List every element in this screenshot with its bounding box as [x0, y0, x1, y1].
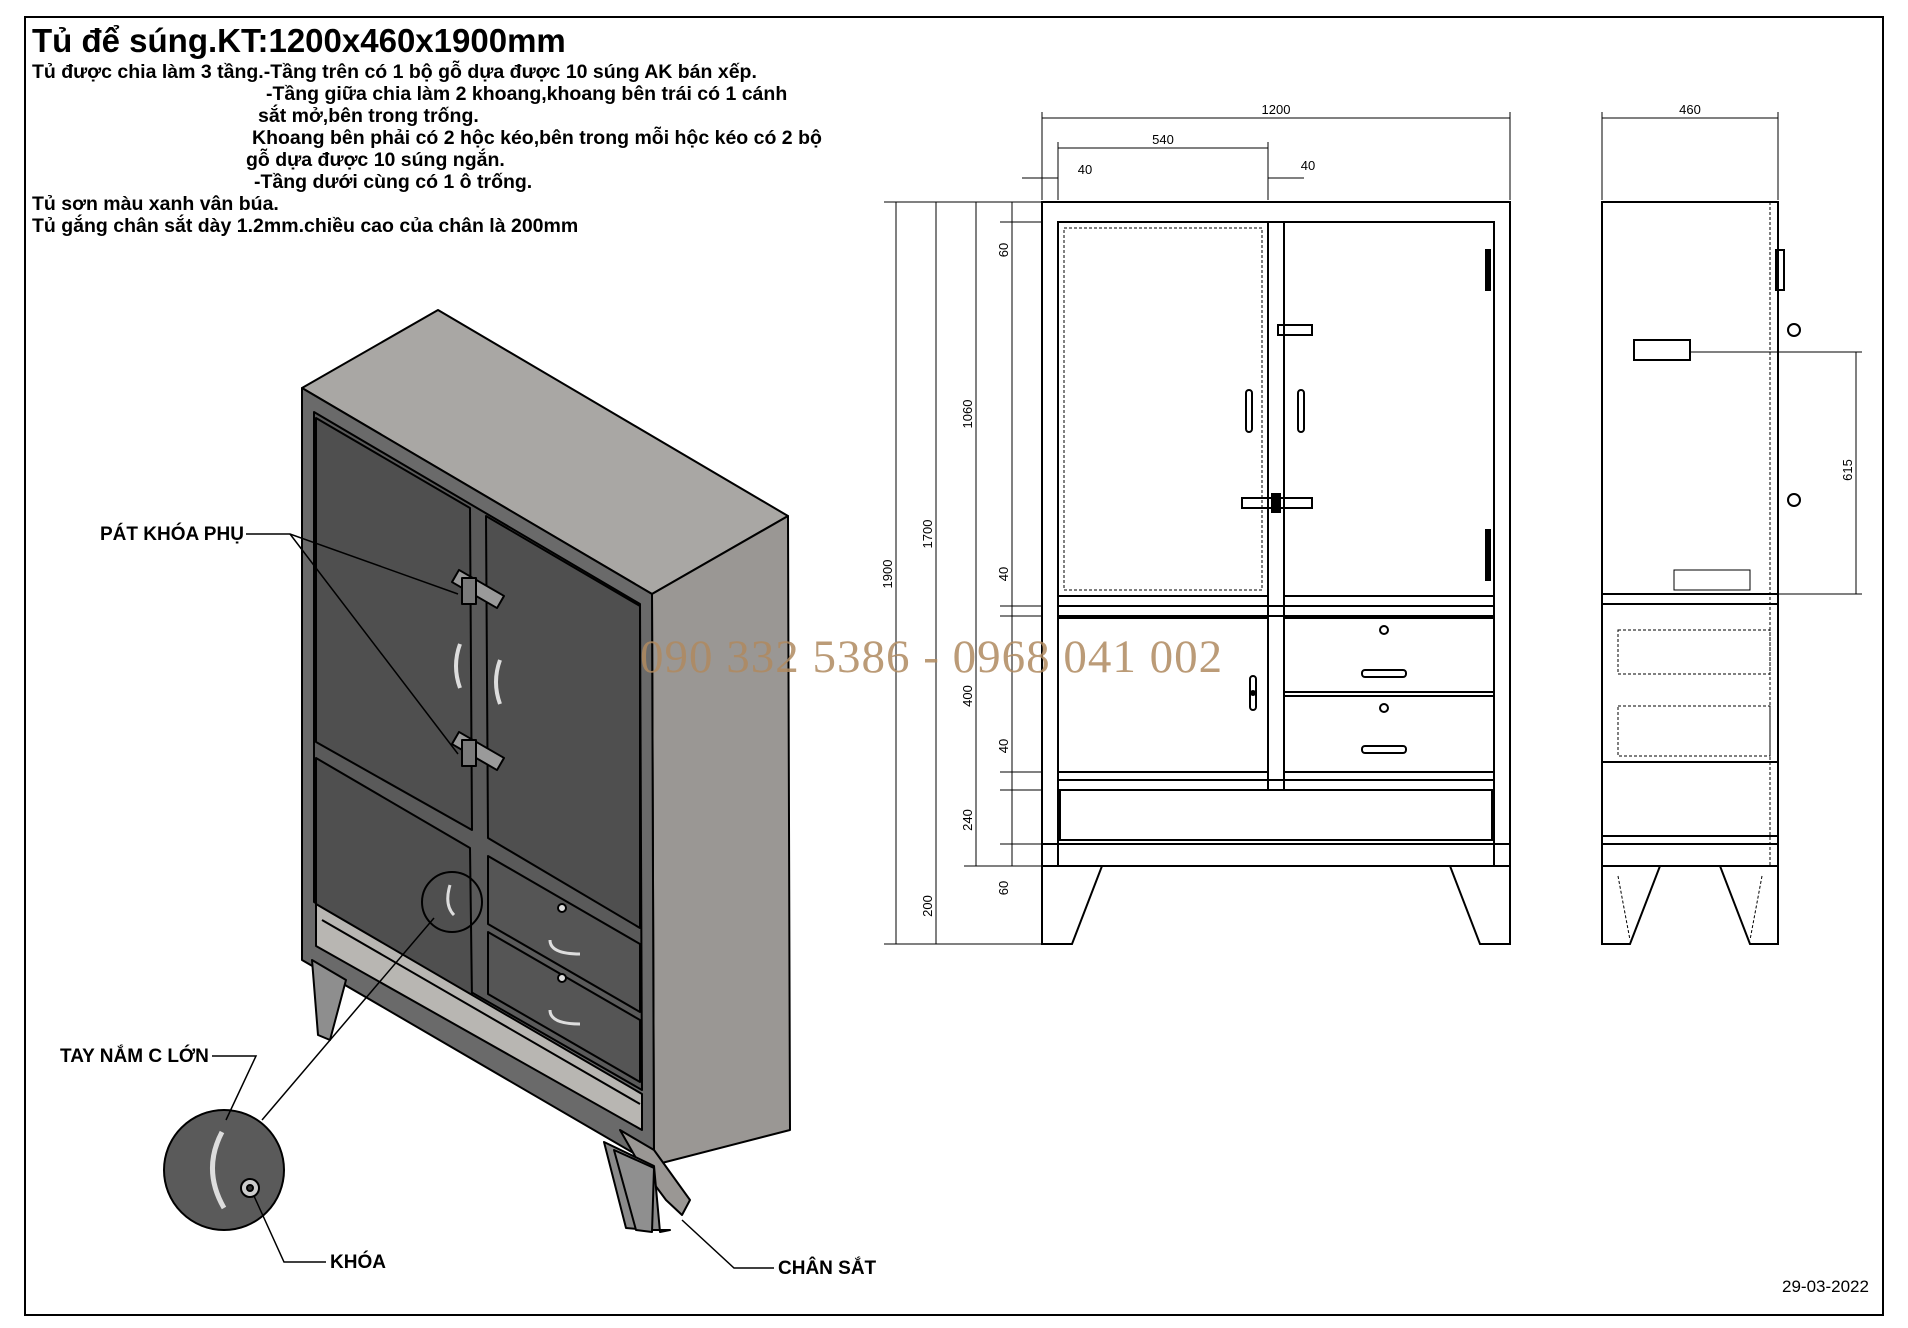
description-line: sắt mở,bên trong trống.: [258, 105, 479, 127]
dim-handle-height: 615: [1840, 459, 1855, 481]
dim-overall-height: 1900: [880, 559, 895, 589]
callout-khoa: KHÓA: [330, 1252, 386, 1273]
dim-left-section: 540: [1152, 132, 1174, 147]
side-view: [1602, 202, 1800, 944]
dim-overall-width: 1200: [1261, 102, 1291, 117]
dim-divider-a: 40: [996, 566, 1011, 582]
callout-chan-sat: CHÂN SẮT: [778, 1258, 877, 1279]
description-line: Tủ được chia làm 3 tầng.-Tầng trên có 1 bộ gỗ dựa được 10 súng AK bán xếp.: [32, 61, 757, 83]
description-line: gỗ dựa được 10 súng ngắn.: [246, 149, 505, 171]
dim-side-left: 40: [1077, 162, 1093, 177]
front-dimension-lines: [884, 112, 1510, 944]
dim-side-right: 40: [1300, 158, 1316, 173]
handle-detail-circle: [164, 1110, 284, 1230]
front-view: [1042, 202, 1510, 944]
drawing-date: 29-03-2022: [1782, 1277, 1869, 1296]
dim-base: 60: [996, 880, 1011, 896]
description-line: -Tầng giữa chia làm 2 khoang,khoang bên trái có 1 cánh: [266, 83, 788, 105]
dim-middle: 400: [960, 685, 975, 707]
dim-leg: 200: [920, 895, 935, 917]
dim-divider-b: 40: [996, 738, 1011, 754]
dim-depth: 460: [1679, 102, 1701, 117]
dim-upper-height: 1060: [960, 399, 975, 429]
isometric-cabinet: [302, 310, 790, 1232]
dim-top: 60: [996, 242, 1011, 258]
phone-watermark: 090 332 5386 - 0968 041 002: [640, 631, 1224, 683]
side-dimension-lines: [1602, 112, 1862, 594]
front-dimension-labels: [880, 102, 1315, 917]
description-line: Tủ sơn màu xanh vân búa.: [32, 193, 279, 215]
dim-bottom: 240: [960, 809, 975, 831]
dim-body-height: 1700: [920, 519, 935, 549]
callout-tay-nam: TAY NẮM C LỚN: [60, 1046, 209, 1067]
drawing-title: Tủ để súng.KT:1200x460x1900mm: [32, 22, 566, 59]
description-line: Tủ gắng chân sắt dày 1.2mm.chiều cao của chân là 200mm: [32, 215, 579, 237]
callout-pat-khoa-phu: PÁT KHÓA PHỤ: [100, 524, 244, 545]
description-line: -Tầng dưới cùng có 1 ô trống.: [254, 171, 533, 193]
side-dimension-labels: [1679, 102, 1855, 481]
description-line: Khoang bên phải có 2 hộc kéo,bên trong mỗi hộc kéo có 2 bộ: [252, 127, 822, 149]
